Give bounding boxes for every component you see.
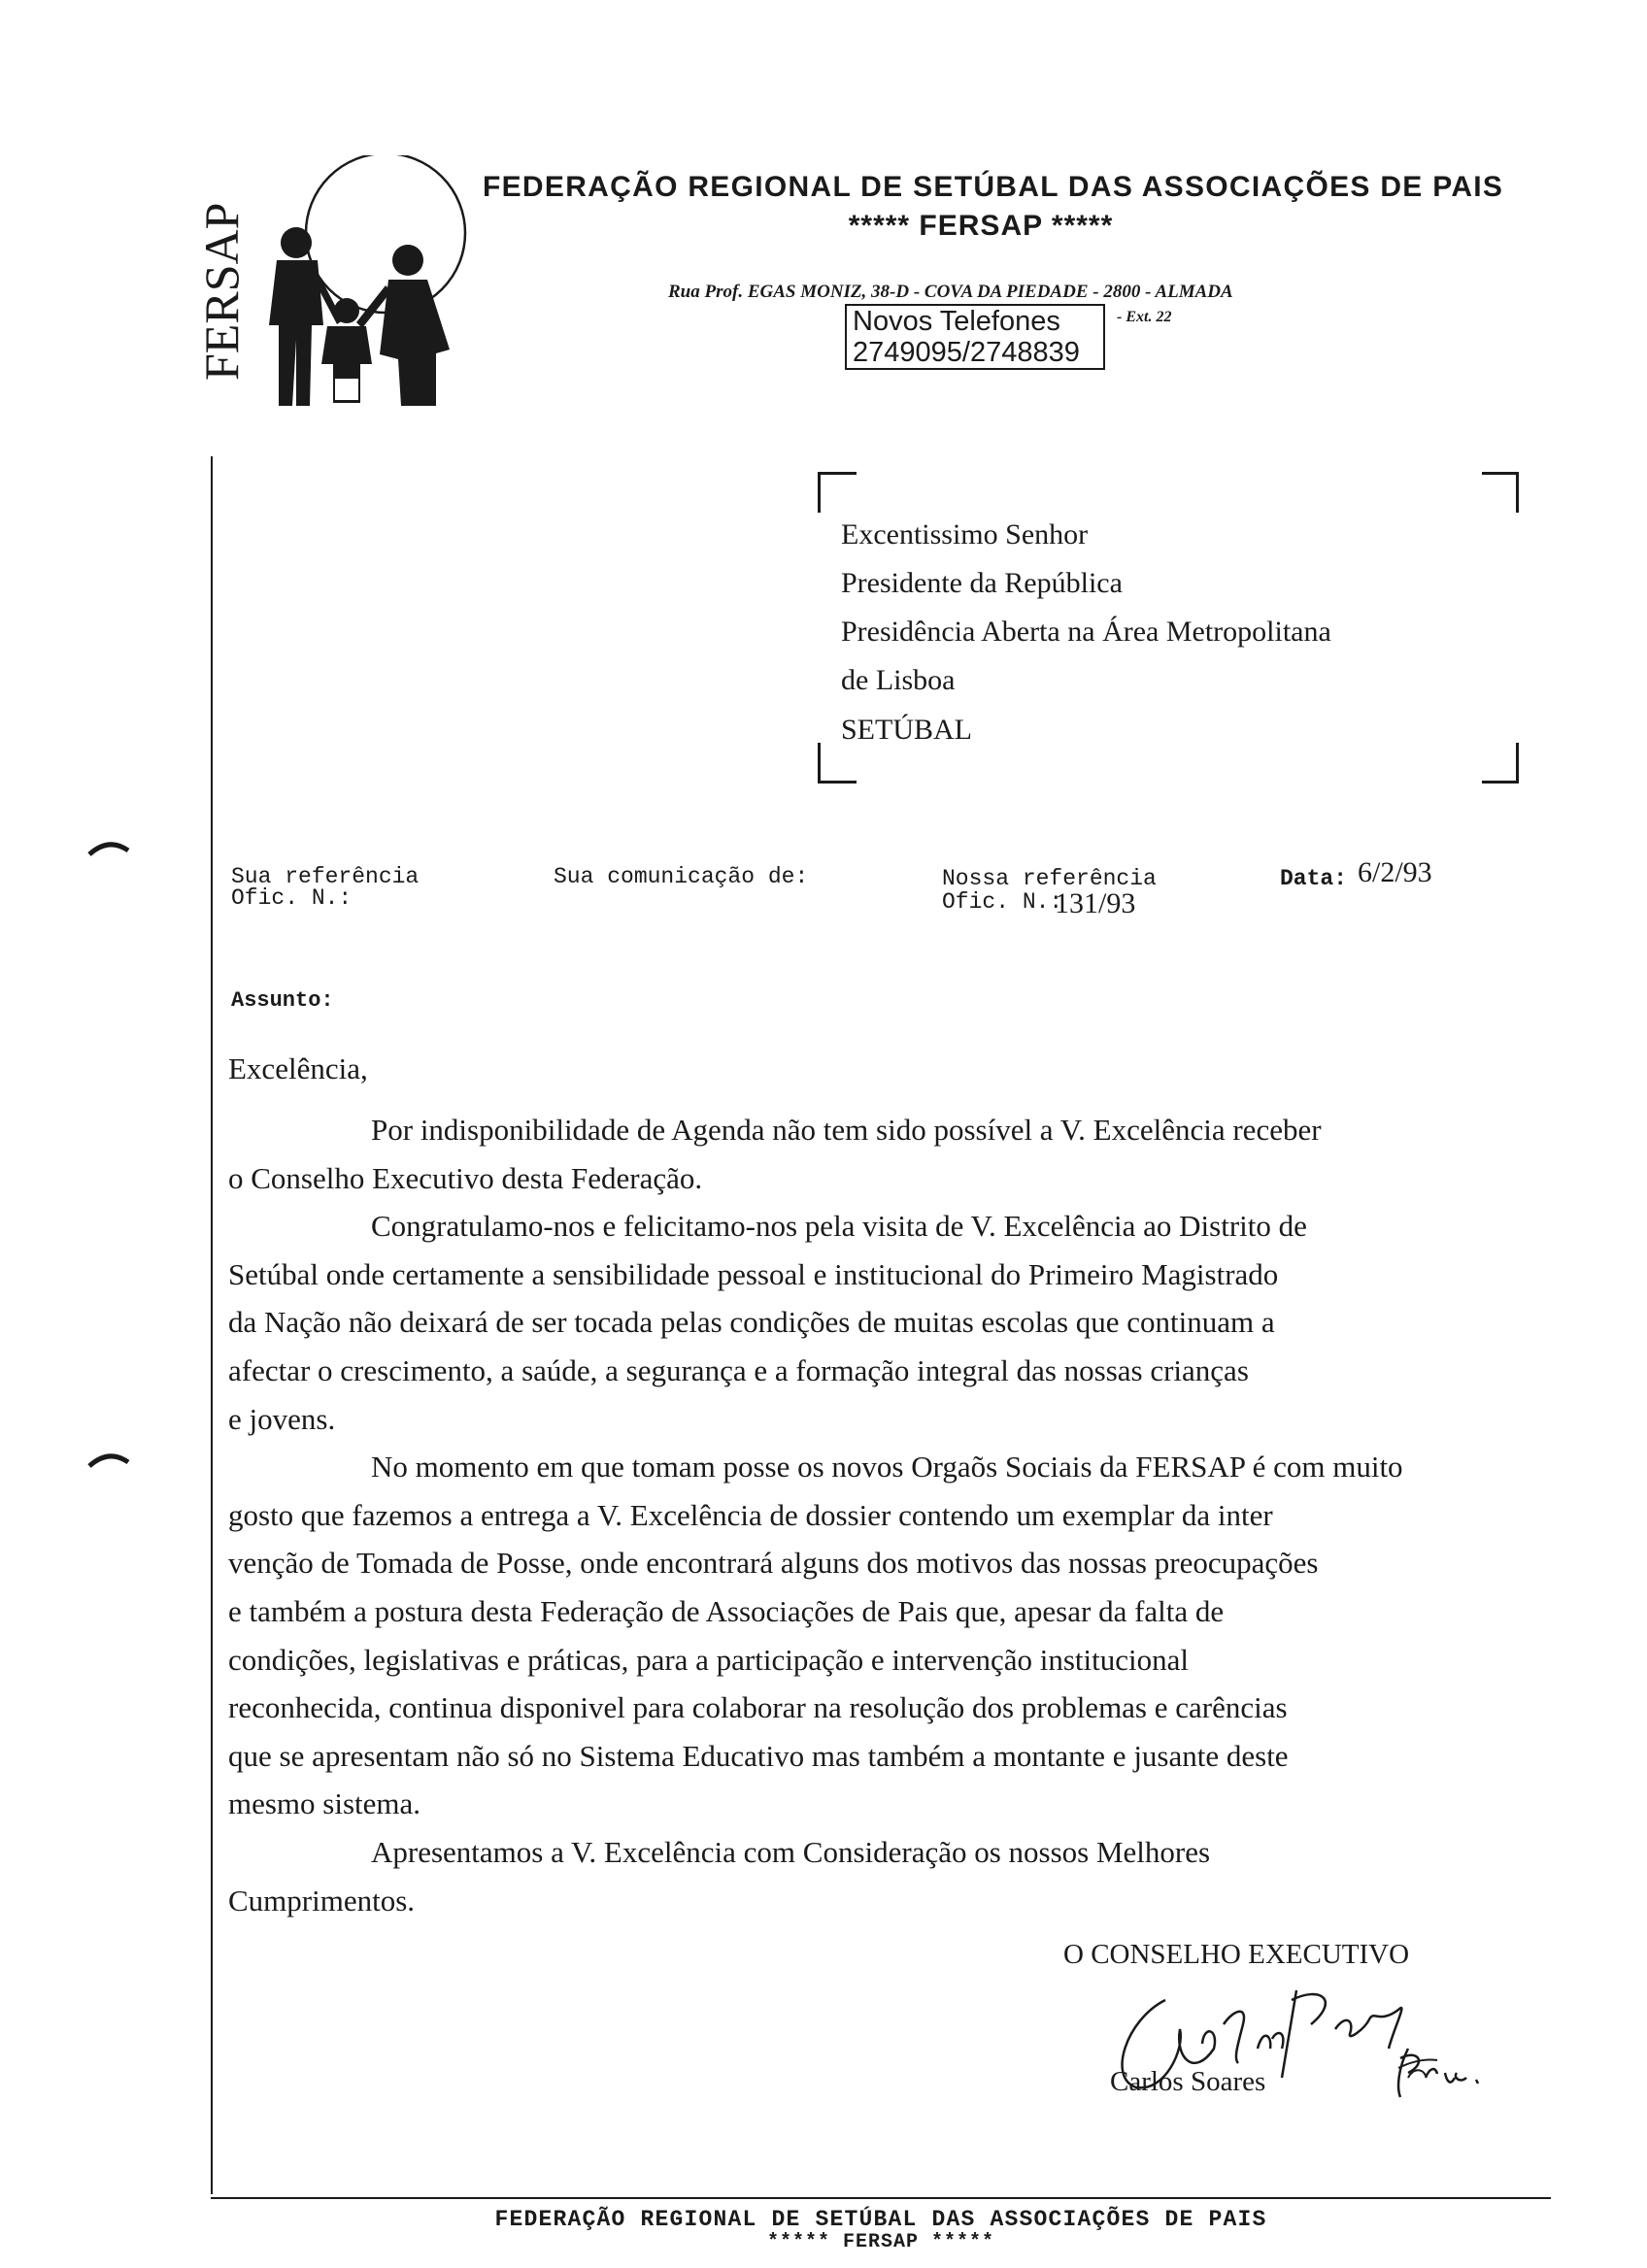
body-line: e jovens. [228,1402,336,1436]
body-line: Setúbal onde certamente a sensibilidade pessoal e institucional do Primeiro Magistrado [228,1257,1279,1291]
body-line: gosto que fazemos a entrega a V. Excelência de dossier contendo um exemplar da inter [228,1498,1273,1532]
body-line: e também a postura desta Federação de Associações de Pais que, apesar da falta de [228,1594,1225,1628]
body-line: condições, legislativas e práticas, para a participação e intervenção institucional [228,1643,1189,1677]
body-line: Congratulamo-nos e felicitamo-nos pela visita de V. Excelência ao Distrito de [371,1209,1307,1243]
signatory-name: Carlos Soares [1110,2066,1266,2097]
body-line: afectar o crescimento, a saúde, a segurança e a formação integral das nossas crianças [228,1353,1249,1387]
data-value: 6/2/93 [1358,856,1432,888]
sua-referencia-ofic: Ofic. N.: [231,885,353,911]
signature-council: O CONSELHO EXECUTIVO [1063,1939,1410,1970]
sua-referencia-label: Sua referência [231,864,420,889]
handwritten-pres-icon [1389,2039,1515,2107]
punch-mark [85,1447,134,1470]
phone-box [845,304,1105,370]
body-line: No momento em que tomam posse os novos Orgaõs Sociais da FERSAP é com muito [371,1450,1403,1484]
body-line: Cumprimentos. [228,1884,416,1918]
body-line: Por indisponibilidade de Agenda não tem sido possível a V. Excelência receber [371,1113,1322,1147]
body-line: venção de Tomada de Posse, onde encontrará alguns dos motivos das nossas preocupações [228,1546,1319,1580]
nossa-referencia-value: 131/93 [1055,887,1136,919]
footer-title: FEDERAÇÃO REGIONAL DE SETÚBAL DAS ASSOCIAÇÕES DE PAIS [494,2207,1267,2232]
subject-label: Assunto: [231,988,334,1013]
sua-comunicacao-label: Sua comunicação de: [554,864,809,889]
body-line: Apresentamos a V. Excelência com Consideração os nossos Melhores [371,1835,1211,1869]
recipient-line: Presidente da República [841,567,1123,599]
body-line: reconhecida, continua disponivel para colaborar na resolução dos problemas e carências [228,1690,1288,1724]
letterhead-subtitle: ***** FERSAP ***** [848,210,1114,242]
body-line: da Nação não deixará de ser tocada pelas condições de muitas escolas que continuam a [228,1305,1275,1339]
recipient-line: Presidência Aberta na Área Metropolitana [841,616,1331,648]
salutation: Excelência, [228,1051,368,1085]
recipient-line: Excentissimo Senhor [841,518,1089,550]
data-label: Data: [1280,866,1348,891]
recipient-line: SETÚBAL [841,714,972,746]
body-line: o Conselho Executivo desta Federação. [228,1161,703,1195]
footer-divider [211,2197,1551,2199]
fersap-logo [199,155,471,417]
recipient-line: de Lisboa [841,664,956,696]
phone-numbers: 2749095/2748839 [853,337,1080,368]
nossa-referencia-ofic: Ofic. N.: [942,889,1063,915]
footer-subtitle: ***** FERSAP ***** [766,2231,995,2253]
body-line: mesmo sistema. [228,1786,421,1820]
phone-extension: - Ext. 22 [1117,309,1172,325]
body-line: que se apresentam não só no Sistema Educativo mas também a montante e jusante deste [228,1739,1289,1773]
phone-label: Novos Telefones [853,306,1060,337]
letterhead-address: Rua Prof. EGAS MONIZ, 38-D - COVA DA PIEDADE - 2800 - ALMADA [668,282,1233,302]
letterhead-title: FEDERAÇÃO REGIONAL DE SETÚBAL DAS ASSOCIAÇÕES DE PAIS [483,171,1504,203]
left-margin-line [211,456,213,2194]
nossa-referencia-label: Nossa referência [942,866,1157,891]
punch-mark [85,835,134,858]
logo-text: FERSAP [199,202,249,381]
